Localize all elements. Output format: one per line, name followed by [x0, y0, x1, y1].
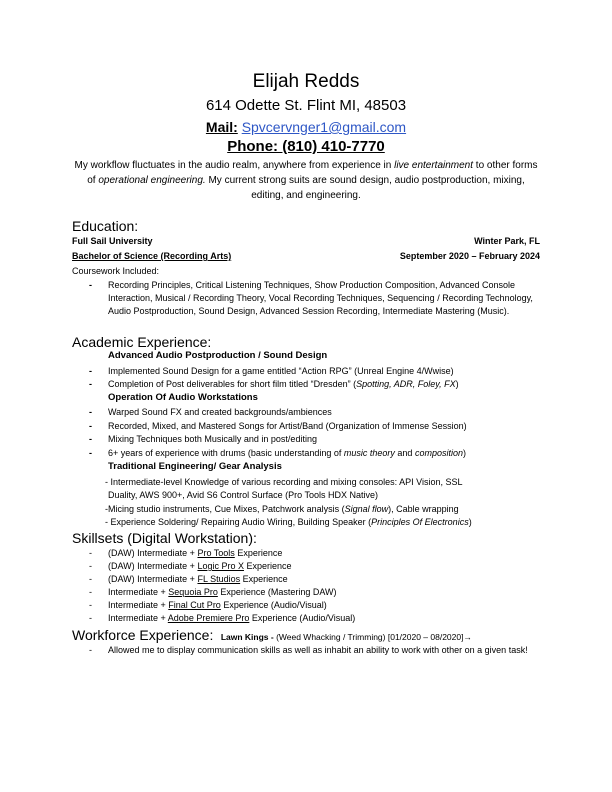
education-heading: Education:	[72, 218, 139, 234]
engineering-line-2: Duality, AWS 900+, Avid S6 Control Surface (Pro Tools HDX Native)	[108, 490, 379, 500]
list-item: - (DAW) Intermediate + Logic Pro X Experience	[89, 561, 292, 571]
list-item: - (DAW) Intermediate + FL Studios Experience	[89, 574, 288, 584]
email-label: Mail:	[205, 119, 238, 135]
coursework-item: - Recording Principles, Critical Listening Techniques, Show Production Composition, Advanced Console Interaction, Musical / Recording Theory, Vocal Recording Techniques, Sequencing / Recording Technology, Audio Postproduction, Sound Design, Advanced Session Recording, Intermediate Mastering (Music).	[89, 280, 533, 316]
list-item: - Completion of Post deliverables for short film titled “Dresden” (Spotting, ADR, Foley, FX)	[89, 379, 459, 389]
list-item: - Warped Sound FX and created backgrounds/ambiences	[89, 407, 332, 417]
academic-subheading-postproduction: Advanced Audio Postproduction / Sound Design	[108, 350, 328, 361]
applicant-name: Elijah Redds	[252, 71, 360, 92]
email-line	[0, 119, 612, 136]
list-item: - Intermediate + Adobe Premiere Pro Experience (Audio/Visual)	[89, 613, 356, 623]
email-link[interactable]: Spvcervnger1@gmail.com	[241, 119, 407, 135]
employer: Lawn Kings -	[220, 632, 274, 642]
skills-heading: Skillsets (Digital Workstation):	[72, 530, 257, 546]
list-item: - Intermediate + Sequoia Pro Experience (Mastering DAW)	[89, 587, 337, 597]
school-name: Full Sail University	[72, 236, 153, 246]
list-item: - Implemented Sound Design for a game entitled “Action RPG” (Unreal Engine 4/Wwise)	[89, 366, 454, 376]
school-location: Winter Park, FL	[474, 236, 540, 246]
address: 614 Odette St. Flint MI, 48503	[205, 97, 407, 114]
list-item: - Recorded, Mixed, and Mastered Songs for Artist/Band (Organization of Immense Session)	[89, 421, 467, 431]
degree-dates: September 2020 – February 2024	[399, 251, 540, 261]
academic-subheading-engineering: Traditional Engineering/ Gear Analysis	[108, 461, 282, 472]
phone: Phone: (810) 410-7770	[227, 138, 385, 155]
list-item: - (DAW) Intermediate + Pro Tools Experience	[89, 548, 283, 558]
academic-subheading-workstations: Operation Of Audio Workstations	[108, 392, 258, 403]
engineering-line-4: - Experience Soldering/ Repairing Audio Wiring, Building Speaker (Principles Of Electronics)	[105, 517, 472, 527]
coursework-label: Coursework Included:	[72, 266, 160, 276]
workforce-line	[72, 627, 472, 645]
list-item: - 6+ years of experience with drums (basic understanding of music theory and composition)	[89, 448, 466, 458]
engineering-line-3: -Micing studio instruments, Cue Mixes, Patchwork analysis (Signal flow), Cable wrapping	[105, 504, 459, 514]
summary: My workflow fluctuates in the audio realm, anywhere from experience in live entertainment to other forms of operational engineering. My current strong suits are sound design, audio postproduction, mixing, editing, and engineering.	[74, 160, 538, 201]
list-item: - Intermediate + Final Cut Pro Experience (Audio/Visual)	[89, 600, 327, 610]
degree: Bachelor of Science (Recording Arts)	[72, 251, 232, 261]
academic-heading: Academic Experience:	[72, 334, 212, 350]
list-item: - Allowed me to display communication skills as well as inhabit an ability to work with other on a given task!	[89, 645, 528, 655]
employer-detail: (Weed Whacking / Trimming) [01/2020 – 08/2020]→	[273, 632, 472, 642]
engineering-line-1: - Intermediate-level Knowledge of various recording and mixing consoles: API Vision, SSL	[105, 477, 463, 487]
workforce-heading: Workforce Experience:	[72, 627, 214, 643]
list-item: - Mixing Techniques both Musically and in post/editing	[89, 434, 317, 444]
